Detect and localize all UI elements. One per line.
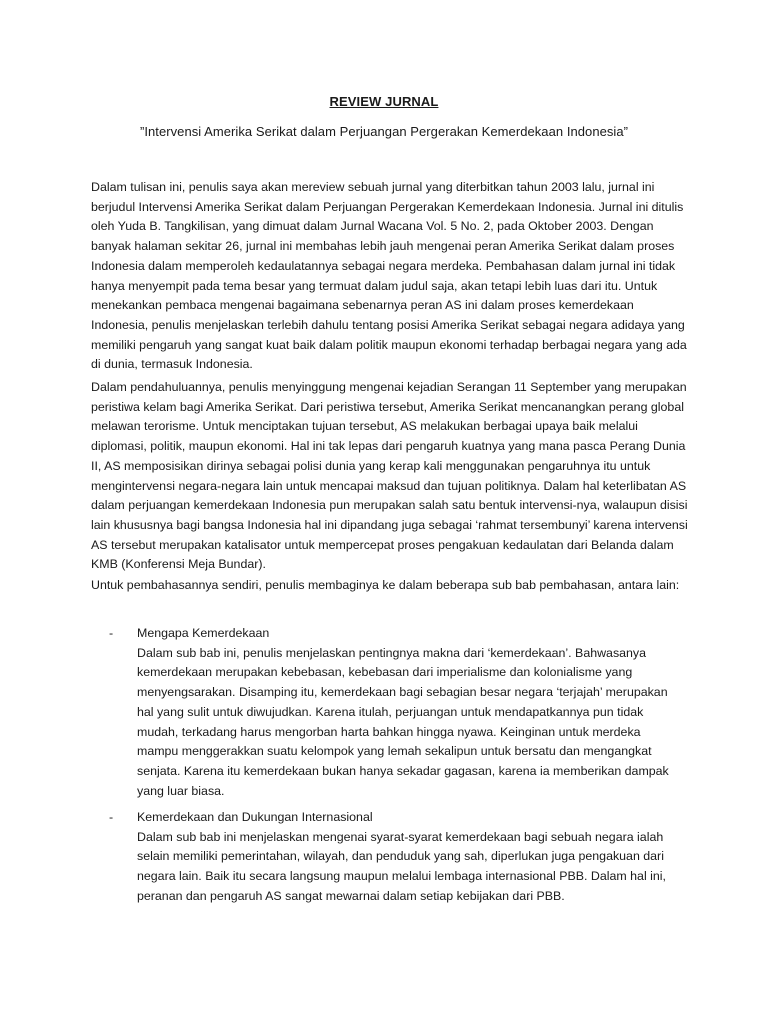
document-title: REVIEW JURNAL [329,94,439,109]
list-item-heading: Mengapa Kemerdekaan [137,626,270,640]
list-item-text: Dalam sub bab ini menjelaskan mengenai syarat-syarat kemerdekaan bagi sebuah negara ialah selain memiliki pemerintahan, wilayah, dan penduduk yang sah, diperlukan juga pengakuan dari negara lain. Baik itu secara langsung maupun melalui lembaga internasional PBB. Dalam hal ini, peranan dan pengaruh AS sangat mewarnai dalam setiap kebijakan dari PBB. [137,829,666,903]
paragraph-preface: Dalam pendahuluannya, penulis menyinggung mengenai kejadian Serangan 11 September yang merupakan peristiwa kelam bagi Amerika Serikat. Dari peristiwa tersebut, Amerika Serikat mencanangkan perang global melawan terorisme. Untuk menciptakan tujuan tersebut, AS melakukan berbagai upaya baik melalui diplomasi, politik, maupun ekonomi. Hal ini tak lepas dari pengaruh kuatnya yang mana pasca Perang Dunia II, AS memposisikan dirinya sebagai polisi dunia yang kerap kali menggunakan pengaruhnya itu untuk mengintervensi negara-negara lain untuk mencapai maksud dan tujuan politiknya. Dalam hal keterlibatan AS dalam perjuangan kemerdekaan Indonesia pun merupakan salah satu bentuk intervensi-nya, walaupun disisi lain khususnya bagi bangsa Indonesia hal ini dipandang juga sebagai ‘rahmat tersembunyi’ karena intervensi AS tersebut merupakan katalisator untuk mempercepat proses pengakuan kedaulatan dari Belanda dalam KMB (Konferensi Meja Bundar). [91,380,688,572]
list-item-text: Dalam sub bab ini, penulis menjelaskan pentingnya makna dari ‘kemerdekaan’. Bahwasanya kemerdekaan merupakan kebebasan, kebebasan dari imperialisme dan kolonialisme yang menyengsarakan. Disamping itu, kemerdekaan bagi sebagian besar negara ‘terjajah’ merupakan hal yang sulit untuk diwujudkan. Karena itulah, perjuangan untuk mendapatkannya pun tidak mudah, terkadang harus mengorban harta bahkan hingga nyawa. Keinginan untuk merdeka mampu menggerakkan suatu kelompok yang lemah sekalipun untuk bersatu dan mengangkat senjata. Karena itu kemerdekaan bukan hanya sekadar gagasan, karena ia memberikan dampak yang luar biasa. [137,645,669,798]
list-bullet: - [109,810,114,824]
list-item-heading: Kemerdekaan dan Dukungan Internasional [137,810,373,824]
list-item-body [137,808,682,907]
list-item-body [137,624,682,801]
paragraph-subchapters-intro: Untuk pembahasannya sendiri, penulis membaginya ke dalam beberapa sub bab pembahasan, antara lain: [91,578,680,592]
document-subtitle: ”Intervensi Amerika Serikat dalam Perjuangan Pergerakan Kemerdekaan Indonesia” [139,124,629,139]
paragraph-introduction: Dalam tulisan ini, penulis saya akan mereview sebuah jurnal yang diterbitkan tahun 2003 lalu, jurnal ini berjudul Intervensi Amerika Serikat dalam Perjuangan Pergerakan Kemerdekaan Indonesia. Jurnal ini ditulis oleh Yuda B. Tangkilisan, yang dimuat dalam Jurnal Wacana Vol. 5 No. 2, pada Oktober 2003. Dengan banyak halaman sekitar 26, jurnal ini membahas lebih jauh mengenai peran Amerika Serikat dalam proses Indonesia dalam memperoleh kedaulatannya sebagai negara merdeka. Pembahasan dalam jurnal ini tidak hanya menyempit pada tema besar yang termuat dalam judul saja, akan tetapi lebih luas dari itu. Untuk menekankan pembaca mengenai bagaimana sebenarnya peran AS ini dalam proses kemerdekaan Indonesia, penulis menjelaskan terlebih dahulu tentang posisi Amerika Serikat sebagai negara adidaya yang memiliki pengaruh yang sangat kuat baik dalam politik maupun ekonomi terhadap berbagai negara yang ada di dunia, termasuk Indonesia. [91,180,687,372]
list-bullet: - [109,626,114,640]
